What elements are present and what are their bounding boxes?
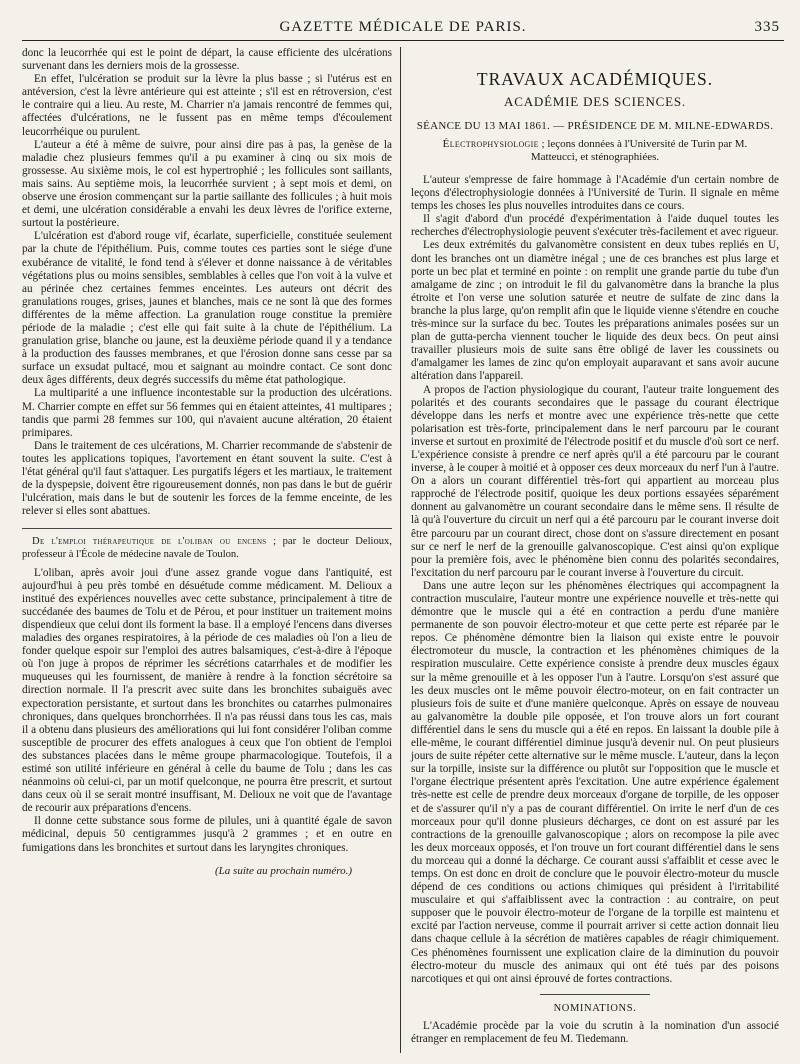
right-column [403, 47, 779, 1057]
section-title: TRAVAUX ACADÉMIQUES. [476, 69, 714, 89]
page-number: 335 [754, 19, 780, 35]
article-paragraph: En effet, l'ulcération se produit sur la lèvre la plus basse ; si l'utérus est en antéversion, c'est la lèvre antérieure qui est atteinte ; s'il est en rétroversion, c'est le contraire qui a lieu. Au reste, M. Charrier n'a jamais rencontré de femmes qui, affectées d'ulcérations, ne le fussent pas en même temps d'écoulement leucorrhéique ou purulent. [22, 73, 392, 138]
continued-note: (La suite au prochain numéro.) [215, 864, 352, 877]
report-paragraph: A propos de l'action physiologique du courant, l'auteur traite longuement des polarités et des courants secondaires que le passage du courant électrique développe dans les nerfs et montre avec une expérience très-nette que cette polarisation est très-forte, principalement dans le nerf parcouru par le courant inverse et surtout en proximité de l'électrode positif et du muscle d'où sort ce nerf. L'expérience consiste à prendre ce nerf après qu'il a été parcouru par le courant inverse, à le couper à moitié et à opposer ces deux morceaux du nerf l'un à l'autre. On a alors un courant différentiel très-fort qui appartient au morceau plus rapproché de l'électrode positif, quoique les deux portions essayées séparément donnent au galvanomètre un courant secondaire dans le même sens. Il résulte de là qu'à l'ouverture du circuit un nerf qui a été parcouru par le courant inverse doit être parcouru par un courant direct, chose dont on s'assure directement en posant sur ce nerf le nerf de la grenouille galvanoscopique. C'est ainsi qu'on explique pour la première fois, avec le phénomène bien connu des polarités secondaires, l'excitation du nerf parcouru par le courant inverse à l'ouverture du circuit. [411, 383, 779, 579]
article-paragraph: Dans le traitement de ces ulcérations, M. Charrier recommande de s'abstenir de toutes les applications topiques, l'avortement en étant souvent la suite. C'est à l'état général qu'il faut s'attaquer. Les purgatifs légers et les martiaux, le traitement de la dyspepsie, doivent être rigoureusement donnés, non pas dans le but de guérir l'ulcération, mais dans le but de soutenir les forces de la femme enceinte, de les relever si elles sont abattues. [22, 439, 392, 518]
journal-title: GAZETTE MÉDICALE DE PARIS. [279, 19, 527, 35]
article-paragraph: La multiparité a une influence incontestable sur la production des ulcérations. M. Charrier compte en effet sur 56 femmes qui en étaient atteintes, 41 multipares ; tandis que parmi 28 femmes sur 100, qui n'avaient aucune altération, 20 étaient primipares. [22, 387, 392, 439]
topic-rest: ; leçons données à l'Université de Turin par M. Matteucci, et sténographiées. [530, 138, 748, 163]
seance-line: SÉANCE DU 13 MAI 1861. — PRÉSIDENCE DE M. MILNE-EDWARDS. [416, 120, 774, 132]
short-divider [540, 994, 650, 995]
nominations-paragraph: L'Académie procède par la voie du scrutin à la nomination d'un associé étranger en remplacement de feu M. Tiedemann. [411, 1019, 779, 1045]
report-paragraph: Dans une autre leçon sur les phénomènes électriques qui accompagnent la contraction musculaire, l'auteur montre une expérience nouvelle et très-nette qui démontre que le muscle qui a été en contraction a perdu d'une manière permanente de son pouvoir électro-moteur et que cette perte est réparée par le repos. Ce phénomène démontre bien la liaison qui existe entre le pouvoir électromoteur du muscle, la contraction et les phénomènes chimiques de la respiration musculaire. Cette expérience consiste à prendre deux muscles égaux sur la même grenouille et à les opposer l'un à l'autre. Lorsqu'on s'est assuré que les deux muscles ont le même pouvoir électro-moteur, on en fait contracter un plusieurs fois de suite et d'une manière quelconque. Après on essaye de nouveau au galvanomètre la double pile opposée, et l'on trouve alors un fort courant différentiel dans le sens du muscle qui a été en repos. En laissant la double pile à elle-même, le courant différentiel diminue jusqu'à devenir nul. On peut plusieurs jours de suite répéter cette alternative sur le même muscle. L'auteur, dans la leçon sur la torpille, insiste sur la différence ou plutôt sur l'opposition que le muscle et l'organe électrique présentent après l'excitation. Une autre expérience également très-nette est celle de prendre deux morceaux d'organe de torpille, de les opposer et de s'assurer qu'il n'y a pas de courant différentiel. On irrite le nerf d'un de ces morceaux pour qu'il donne plusieurs décharges, ce dont on est assuré par les contractions de la grenouille galvanoscopique ; alors on recompose la pile avec les deux morceaux opposés, et l'on trouve un fort courant différentiel dans le sens du morceau qui a donné la décharge. Ce courant aussi s'affaiblit et cesse avec le temps. On est donc en droit de conclure que le pouvoir électro-moteur du muscle dépend de ces conditions ou actions chimiques qui président à l'irritabilité musculaire et qui s'affaiblissent avec la contraction : au contraire, on peut supposer que le pouvoir électro-moteur de l'organe de la torpille est maintenu et excité par l'action nerveuse, comme il pourrait arriver si cette action donnait lieu dans chaque cellule à la sécrétion de matières capables de réagir chimiquement. Ces phénomènes fournissent une explication claire de la diminution du pouvoir électro-moteur du muscle des animaux qui ont été tués par des poisons narcotiques et qui ont ainsi éprouvé de fortes contractions. [411, 579, 779, 985]
article-paragraph: donc la leucorrhée qui est le point de départ, la cause efficiente des ulcérations survenant dans les derniers mois de la grossesse. [22, 47, 392, 73]
report-paragraph: Les deux extrémités du galvanomètre consistent en deux tubes repliés en U, dont les branches ont un diamètre inégal ; une de ces branches est plus large et porte un bec plat et terminé en pointe : on remplit une grande partie du tube d'un amalgame de zinc ; on introduit le fil du galvanomètre dans la branche la plus étroite et l'on verse une solution saturée et neutre de sulfate de zinc dans la branche la plus large, qu'on remplit afin que le liquide vienne s'étendre en couche très-mince sur la surface du bec. Toutes les préparations animales posées sur un plan de gutta-percha viennent toucher le liquide des deux becs. On peut ainsi travailler plusieurs mois de suite sans être obligé de laver les coussinets ou d'amalgamer les lames de zinc qu'on employait auparavant et sans avoir aucune altération dans l'appareil. [411, 239, 779, 383]
article-paragraph: Il donne cette substance sous forme de pilules, uni à quantité égale de savon médicinal, depuis 50 centigrammes jusqu'à 2 grammes ; et en outre en fumigations dans les bronchites et surtout dans les laryngites chroniques. [22, 815, 392, 854]
topic-caps: Électrophysiologie [442, 138, 539, 150]
report-paragraph: Il s'agit d'abord d'un procédé d'expérimentation à l'aide duquel toutes les recherches d'électrophysiologie peuvent s'exécuter très-facilement et avec rigueur. [411, 213, 779, 239]
article-paragraph: L'ulcération est d'abord rouge vif, écarlate, superficielle, constituée seulement par la chute de l'épithélium. Puis, comme toutes ces parties sont le siége d'une exubérance de vitalité, le fond tend à s'élever et donne naissance à de véritables végétations plus ou moins sensibles, semblables à celles que l'on voit à la vulve et au périnée chez certaines femmes enceintes. Les auteurs ont décrit des granulations rouges, grises, jaunes et blanches, mais ce ne sont là que des formes différentes de la même affection. La granulation rouge constitue la première période de la maladie ; c'est elle qui fait suite à la chute de l'épithélium. La granulation grise, blanche ou jaune, est la deuxième période quand il y a tendance à la production des fausses membranes, et que l'érosion donne sans cesse par sa surface un exsudat pultacé, mou et saignant au moindre contact. Ce sont donc deux âges différents, deux degrés successifs du même état pathologique. [22, 230, 392, 387]
report-paragraph: L'auteur s'empresse de faire hommage à l'Académie d'un certain nombre de leçons d'électrophysiologie données à l'Université de Turin. Il signale en même temps les choses les plus nouvelles introduites dans ce cours. [411, 174, 779, 213]
column-rule [400, 47, 401, 1053]
left-column [22, 47, 398, 1057]
article-paragraph: L'oliban, après avoir joui d'une assez grande vogue dans l'antiquité, est aujourd'hui à peu près tombé en désuétude comme médicament. M. Delioux a institué des expériences nouvelles avec cette substance, principalement à titre de succédanée des baumes de Tolu et de Pérou, et pour instituer un traitement moins dispendieux que celui dont ils forment la base. Il a employé l'encens dans diverses maladies des organes respiratoires, à la période de ces maladies où l'on a lieu de fonder quelque espoir sur l'emploi des autres balsamiques, c'est-à-dire à l'époque où l'on juge à propos de réprimer les sécrétions catarrhales et de modifier les muqueuses qui les fournissent, de manière à rendre à la fonction sécrétoire sa direction normale. Il l'a prescrit avec suite dans les bronchites subaiguës avec expectoration persistante, et surtout dans les bronchites ou catarrhes pulmonaires chroniques, dans quelques bronchorrhées. Il n'a pas réussi dans tous les cas, mais il a obtenu dans plusieurs des améliorations qui lui font considérer l'oliban comme susceptible de procurer des effets analogues à ceux que l'on obtient de l'emploi des substances placées dans le même groupe pharmacologique. Toutefois, il a estimé son utilité inférieure en général à celle du baume de Tolu ; dans les cas néanmoins où celui-ci, par un motif quelconque, ne pourra être prescrit, et surtout dans ceux où il se serait montré insuffisant, M. Delioux ne voit que de l'avantage de recourir aux préparations d'encens. [22, 566, 392, 815]
section-divider [22, 528, 392, 529]
running-header [22, 14, 784, 41]
oliban-article-heading [22, 535, 392, 561]
topic-heading [425, 138, 765, 164]
two-column-body [22, 47, 784, 1057]
oliban-heading-rest: ; par le docteur Delioux, professeur à l'École de médecine navale de Toulon. [22, 536, 393, 561]
article-paragraph: L'auteur a été à même de suivre, pour ainsi dire pas à pas, la genèse de la maladie chez plusieurs femmes qu'il a pu examiner à cinq ou six mois de grossesse. Au sixième mois, le col est hypertrophié ; les follicules sont saillants, mais sains. Au septième mois, la leucorrhée survient ; à sept mois et demi, on observe une érosion commençant sur la partie saillante des follicules ; à huit mois et demi, une ulcération considérable a envahi les deux lèvres de l'orifice externe, surtout la postérieure. [22, 138, 392, 230]
academy-title: ACADÉMIE DES SCIENCES. [504, 94, 686, 109]
oliban-heading-caps: De l'emploi thérapeutique de l'oliban ou encens [32, 536, 267, 548]
nominations-heading: NOMINATIONS. [553, 1002, 637, 1014]
